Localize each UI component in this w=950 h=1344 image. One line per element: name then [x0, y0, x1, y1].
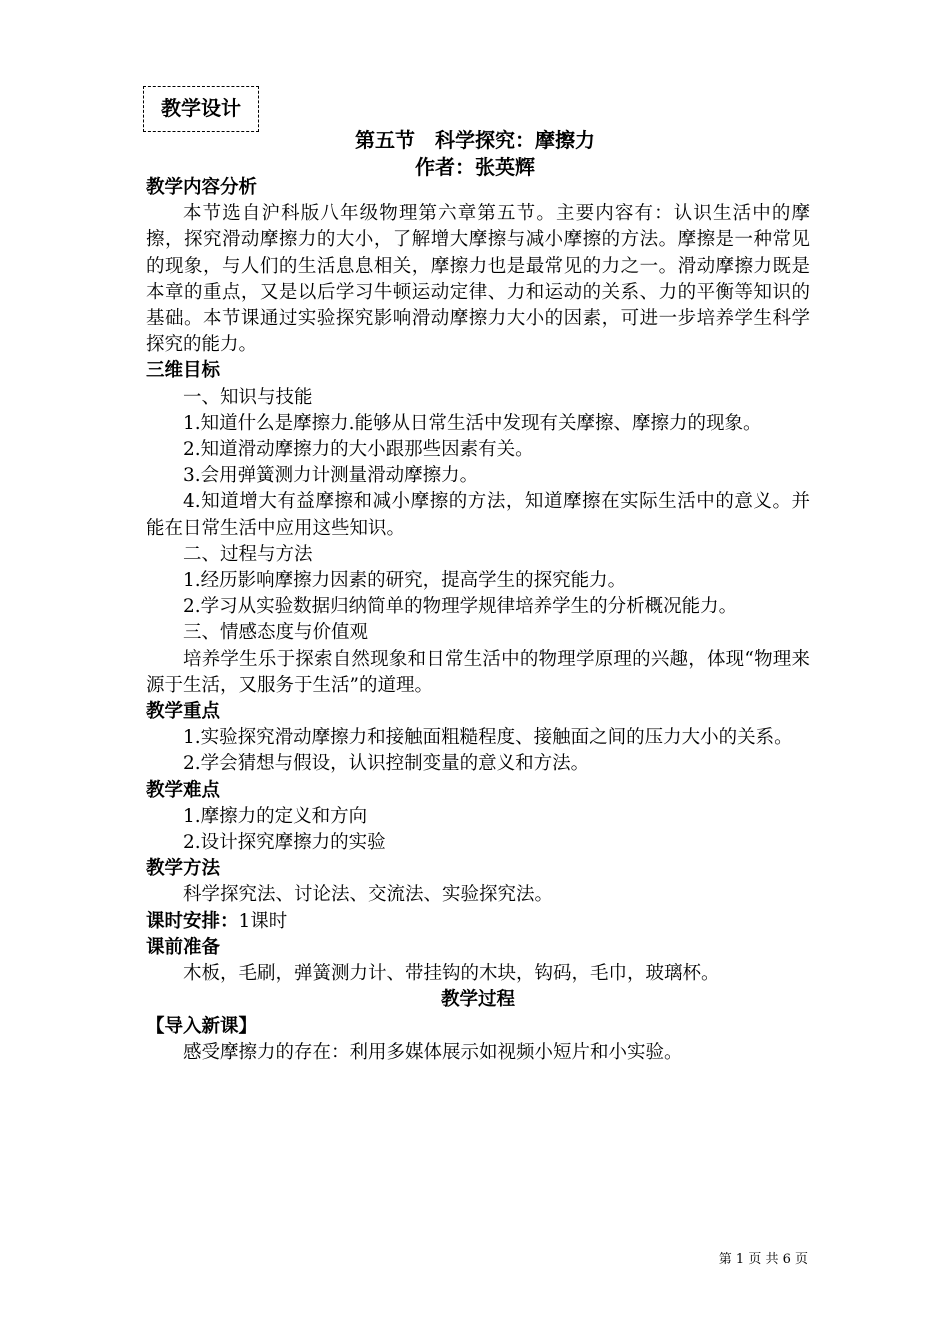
- heading-key-points: 教学重点: [146, 701, 221, 723]
- heading-analysis: 教学内容分析: [146, 177, 258, 198]
- class-hours: [146, 909, 810, 935]
- goal3-item: 培养学生乐于探索自然现象和日常生活中的物理学原理的兴趣，体现“物理来源于生活，又服务于生活”的道理。: [146, 648, 810, 696]
- class-hours-value: 1课时: [238, 910, 288, 932]
- goal3-heading: 三、情感态度与价值观: [183, 622, 369, 644]
- intro-item: 感受摩擦力的存在：利用多媒体展示如视频小短片和小实验。: [183, 1041, 683, 1063]
- goal2-item: 1.经历影响摩擦力因素的研究，提高学生的探究能力。: [183, 570, 627, 592]
- heading-goals: 三维目标: [146, 360, 221, 382]
- doc-tag-box: 教学设计: [143, 86, 259, 132]
- goal1-item: 2.知道滑动摩擦力的大小跟那些因素有关。: [183, 439, 534, 461]
- doc-title: 第五节 科学探究：摩擦力: [355, 128, 595, 152]
- heading-methods: 教学方法: [146, 858, 221, 880]
- heading-difficulties: 教学难点: [146, 779, 221, 801]
- heading-process: 教学过程: [440, 989, 515, 1011]
- doc-content: [146, 175, 810, 1066]
- preparation-item: 木板，毛刷，弹簧测力计、带挂钩的木块，钩码，毛巾，玻璃杯。: [183, 963, 720, 985]
- heading-intro: 【导入新课】: [146, 1015, 258, 1037]
- goal1-heading: 一、知识与技能: [183, 386, 313, 408]
- page-footer: 第 1 页 共 6 页: [718, 1252, 808, 1267]
- key-item: 2.学会猜想与假设，认识控制变量的意义和方法。: [183, 753, 590, 775]
- difficulty-item: 2.设计探究摩擦力的实验: [183, 832, 386, 854]
- method-item: 科学探究法、讨论法、交流法、实验探究法。: [183, 884, 554, 906]
- doc-author: 作者：张英辉: [415, 155, 535, 179]
- heading-class-hours: 课时安排：: [146, 910, 239, 932]
- paragraph-analysis: 本节选自沪科版八年级物理第六章第五节。主要内容有：认识生活中的摩擦，探究滑动摩擦力的大小，了解增大摩擦与减小摩擦的方法。摩擦是一种常见的现象，与人们的生活息息相关，摩擦力也是最常见的力之一。滑动摩擦力既是本章的重点，又是以后学习牛顿运动定律、力和运动的关系、力的平衡等知识的基础。本节课通过实验探究影响滑动摩擦力大小的因素，可进一步培养学生科学探究的能力。: [146, 203, 810, 356]
- goal1-item: 3.会用弹簧测力计测量滑动摩擦力。: [183, 465, 479, 487]
- difficulty-item: 1.摩擦力的定义和方向: [183, 805, 368, 827]
- key-item: 1.实验探究滑动摩擦力和接触面粗糙程度、接触面之间的压力大小的关系。: [183, 727, 793, 749]
- goal1-item: 1.知道什么是摩擦力.能够从日常生活中发现有关摩擦、摩擦力的现象。: [183, 412, 762, 434]
- goal2-item: 2.学习从实验数据归纳简单的物理学规律培养学生的分析概况能力。: [183, 596, 738, 618]
- heading-preparation: 课前准备: [146, 936, 221, 958]
- goal2-heading: 二、过程与方法: [183, 543, 313, 565]
- goal1-item: 4.知道增大有益摩擦和减小摩擦的方法，知道摩擦在实际生活中的意义。并能在日常生活中应用这些知识。: [146, 491, 810, 539]
